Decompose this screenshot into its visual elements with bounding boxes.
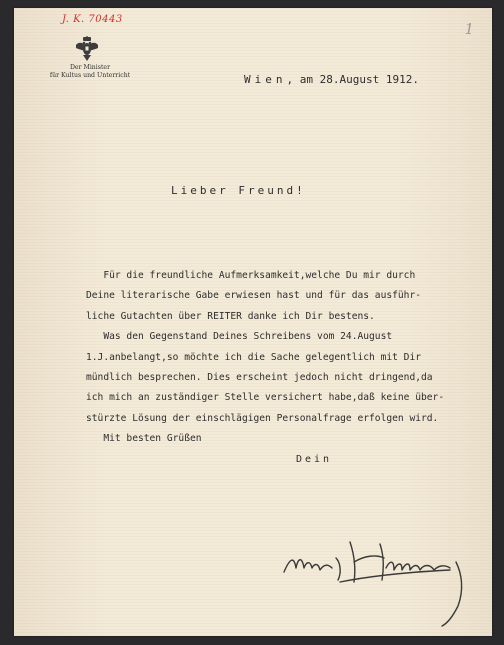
date-line: [244, 73, 419, 86]
date-place: Wien: [244, 73, 287, 86]
letterhead-line: für Kultus und Unterricht: [49, 72, 131, 79]
body-line: 1.J.anbelangt,so möchte ich die Sache gelegentlich mit Dir: [86, 351, 422, 363]
closing: Dein: [296, 454, 333, 465]
page-number: 1: [464, 20, 474, 38]
body-line: Deine literarische Gabe erwiesen hast und für das ausführ-: [86, 290, 422, 302]
letter-sheet: [14, 8, 492, 636]
imperial-eagle-crest-icon: [74, 36, 100, 62]
salutation: Lieber Freund!: [171, 184, 306, 197]
letter-body: [86, 266, 486, 450]
body-line: Für die freundliche Aufmerksamkeit,welche Du mir durch: [86, 270, 416, 281]
archive-reference: J. K. 70443: [62, 14, 123, 25]
body-line: ich mich an zuständiger Stelle versichert habe,daß keine über-: [86, 392, 445, 404]
letterhead-line: Der Minister: [69, 64, 111, 71]
body-line: Was den Gegenstand Deines Schreibens vom 24.August: [86, 331, 393, 343]
body-line: Mit besten Grüßen: [86, 433, 202, 445]
date-text: , am 28.August 1912.: [286, 73, 419, 86]
body-line: stürzte Lösung der einschlägigen Personalfrage erfolgen wird.: [86, 412, 439, 424]
body-line: liche Gutachten über REITER danke ich Dir bestens.: [86, 310, 375, 322]
body-line: mündlich besprechen. Dies erscheint jedoch nicht dringend,da: [86, 372, 433, 384]
letterhead-sender: [32, 64, 148, 80]
handwritten-signature: [280, 528, 490, 628]
